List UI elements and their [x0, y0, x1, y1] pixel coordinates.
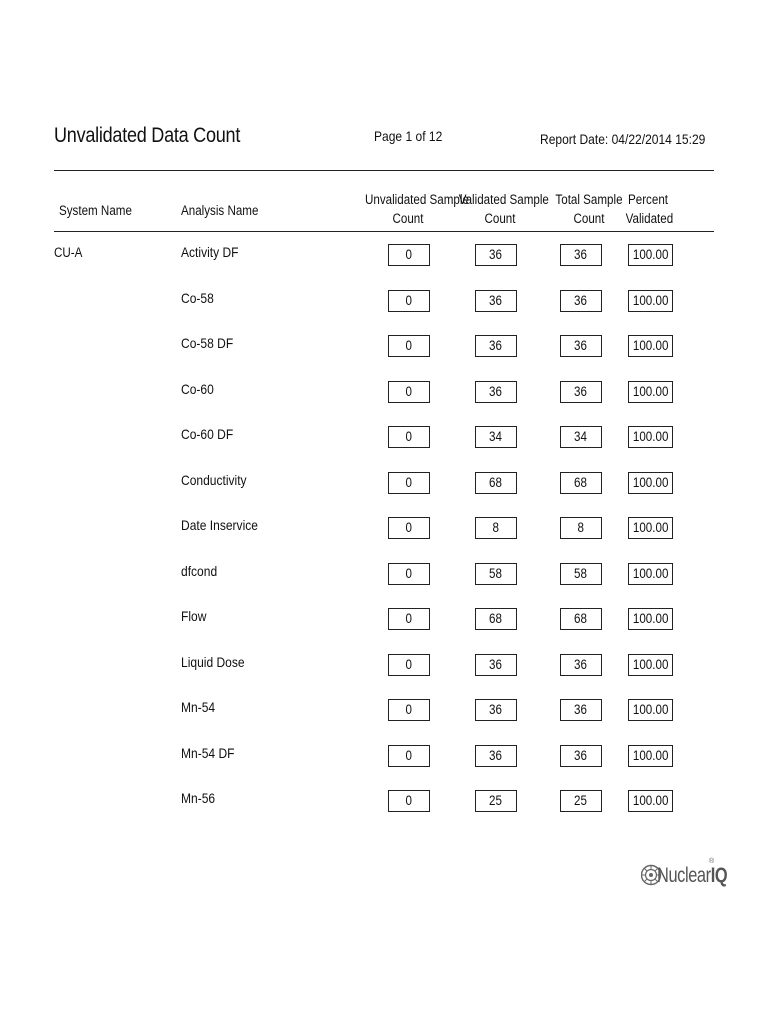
analysis-name-cell: Conductivity [181, 472, 247, 488]
total-count-cell: 36 [560, 335, 602, 357]
unvalidated-count-cell: 0 [388, 472, 430, 494]
logo-registered-mark: ® [709, 858, 715, 865]
percent-validated-cell: 100.00 [628, 563, 673, 585]
percent-validated-cell: 100.00 [628, 290, 673, 312]
validated-count-cell: 36 [475, 335, 517, 357]
total-count-cell: 8 [560, 517, 602, 539]
validated-count-cell: 36 [475, 290, 517, 312]
analysis-name-cell: Activity DF [181, 244, 239, 260]
logo-wordmark: NuclearIQ [657, 864, 728, 887]
analysis-name-cell: Co-58 [181, 290, 214, 306]
validated-count-cell: 36 [475, 745, 517, 767]
col-head-validated: Validated Sample Count [458, 192, 549, 226]
validated-count-cell: 68 [475, 472, 517, 494]
analysis-name-cell: Flow [181, 608, 207, 624]
unvalidated-count-cell: 0 [388, 426, 430, 448]
unvalidated-count-cell: 0 [388, 290, 430, 312]
system-name-cell: CU-A [54, 245, 83, 260]
percent-validated-cell: 100.00 [628, 472, 673, 494]
total-count-cell: 58 [560, 563, 602, 585]
unvalidated-count-cell: 0 [388, 608, 430, 630]
col-head-percent: Percent Validated [625, 192, 674, 226]
percent-validated-cell: 100.00 [628, 517, 673, 539]
unvalidated-count-cell: 0 [388, 563, 430, 585]
unvalidated-count-cell: 0 [388, 335, 430, 357]
unvalidated-count-cell: 0 [388, 745, 430, 767]
unvalidated-count-cell: 0 [388, 517, 430, 539]
analysis-name-cell: dfcond [181, 563, 218, 579]
validated-count-cell: 36 [475, 244, 517, 266]
unvalidated-count-cell: 0 [388, 790, 430, 812]
percent-validated-cell: 100.00 [628, 745, 673, 767]
analysis-name-cell: Co-60 [181, 381, 214, 397]
analysis-name-cell: Date Inservice [181, 517, 258, 533]
analysis-name-cell: Mn-56 [181, 790, 216, 806]
validated-count-cell: 34 [475, 426, 517, 448]
total-count-cell: 36 [560, 745, 602, 767]
total-count-cell: 36 [560, 699, 602, 721]
percent-validated-cell: 100.00 [628, 381, 673, 403]
total-count-cell: 36 [560, 244, 602, 266]
total-count-cell: 68 [560, 608, 602, 630]
validated-count-cell: 36 [475, 381, 517, 403]
validated-count-cell: 58 [475, 563, 517, 585]
analysis-name-cell: Mn-54 DF [181, 745, 235, 761]
percent-validated-cell: 100.00 [628, 426, 673, 448]
col-head-unvalidated: Unvalidated Sample Count [365, 192, 469, 226]
validated-count-cell: 68 [475, 608, 517, 630]
percent-validated-cell: 100.00 [628, 608, 673, 630]
validated-count-cell: 36 [475, 654, 517, 676]
percent-validated-cell: 100.00 [628, 699, 673, 721]
total-count-cell: 34 [560, 426, 602, 448]
analysis-name-cell: Co-60 DF [181, 426, 234, 442]
total-count-cell: 36 [560, 381, 602, 403]
percent-validated-cell: 100.00 [628, 790, 673, 812]
col-head-analysis: Analysis Name [181, 203, 259, 218]
report-date: Report Date: 04/22/2014 15:29 [540, 131, 706, 147]
total-count-cell: 25 [560, 790, 602, 812]
unvalidated-count-cell: 0 [388, 244, 430, 266]
unvalidated-count-cell: 0 [388, 699, 430, 721]
total-count-cell: 68 [560, 472, 602, 494]
total-count-cell: 36 [560, 654, 602, 676]
unvalidated-count-cell: 0 [388, 381, 430, 403]
analysis-name-cell: Liquid Dose [181, 654, 245, 670]
header-rule [54, 170, 714, 171]
percent-validated-cell: 100.00 [628, 335, 673, 357]
percent-validated-cell: 100.00 [628, 244, 673, 266]
total-count-cell: 36 [560, 290, 602, 312]
unvalidated-count-cell: 0 [388, 654, 430, 676]
percent-validated-cell: 100.00 [628, 654, 673, 676]
validated-count-cell: 25 [475, 790, 517, 812]
col-head-total: Total Sample Count [555, 192, 623, 226]
page-number: Page 1 of 12 [374, 128, 443, 144]
column-header-rule [54, 231, 714, 232]
analysis-name-cell: Co-58 DF [181, 335, 234, 351]
validated-count-cell: 36 [475, 699, 517, 721]
report-title: Unvalidated Data Count [54, 124, 241, 147]
col-head-system: System Name [59, 203, 132, 218]
analysis-name-cell: Mn-54 [181, 699, 216, 715]
validated-count-cell: 8 [475, 517, 517, 539]
